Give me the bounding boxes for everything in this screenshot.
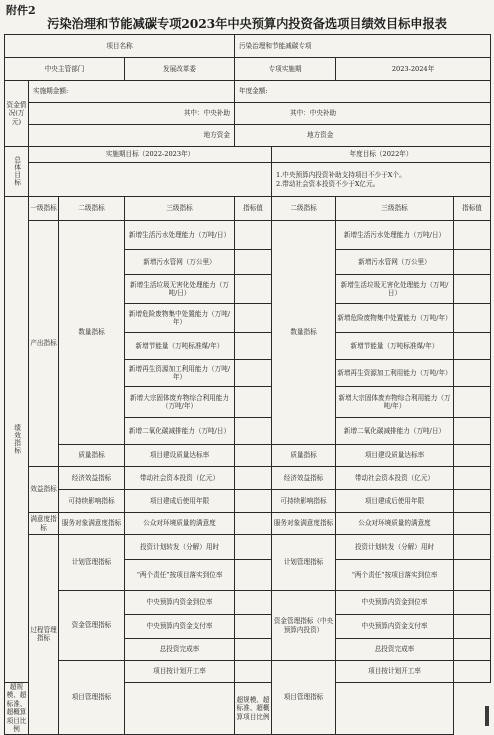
value-cell[interactable] (235, 591, 272, 615)
project-item: 超规模、超标准、超概算项目比例 (5, 683, 29, 735)
service-indicator-label-right: 服务对象满意度指标 (272, 513, 336, 535)
row-funds-total (5, 81, 491, 103)
value-cell[interactable] (235, 445, 272, 467)
quantity-item-right: 新增再生资源加工利用能力（万吨/年） (336, 360, 454, 387)
fund-item-right: 中央预算内资金到位率 (336, 591, 454, 615)
quality-item: 项目建设质量达标率 (125, 445, 235, 467)
col-level1: 一级指标 (29, 197, 59, 221)
funds-section-label: 资金情况(万元) (5, 81, 29, 147)
row-goals-content (5, 163, 491, 197)
project-item-right: 超规模、超标准、超概算项目比例 (235, 683, 272, 735)
satisfaction-indicator-label: 满意度指标 (29, 513, 59, 535)
economic-item: 带动社会资本投资（亿元） (125, 467, 235, 490)
project-indicator-label-right: 项目管理指标 (272, 661, 336, 735)
value-cell[interactable] (235, 304, 272, 333)
value-cell-right[interactable] (454, 445, 491, 467)
value-cell-right[interactable] (454, 661, 491, 683)
quality-item-right: 项目建设质量达标率 (336, 445, 454, 467)
row-perf-header (5, 197, 491, 221)
value-cell[interactable] (235, 513, 272, 535)
quantity-indicator-label-right: 数量指标 (272, 221, 336, 445)
value-cell-right[interactable] (454, 490, 491, 513)
fund-indicator-label-right: 资金管理指标（中央预算内投资） (272, 591, 336, 661)
sustain-indicator-label: 可持续影响指标 (59, 490, 125, 513)
col-level2-right: 二级指标 (272, 197, 336, 221)
department-value: 发展改革委 (125, 58, 235, 81)
quantity-item: 新增大宗固体废弃物综合利用能力（万吨/年） (125, 387, 235, 418)
value-cell-right[interactable] (454, 513, 491, 535)
value-cell-right[interactable] (454, 615, 491, 639)
value-cell[interactable] (235, 275, 272, 304)
row-funds-central (5, 103, 491, 125)
row-project-name (5, 35, 491, 58)
attachment-label: 附件2 (6, 4, 36, 17)
year-amount-label: 年度金额: (235, 81, 491, 103)
period-goal-label: 实施期目标（2022-2023年） (29, 147, 272, 163)
performance-target-table (4, 34, 491, 735)
project-name-value: 污染治理和节能减碳专项 (235, 35, 491, 58)
plan-item-right: “两个责任”按项目落实到位率 (336, 560, 454, 591)
fund-indicator-label: 资金管理指标 (59, 591, 125, 661)
fund-item: 中央预算内资金支付率 (125, 615, 235, 639)
year-goal-item: 2.带动社会资本投资不少于X亿元。 (276, 179, 380, 188)
value-cell[interactable] (235, 221, 272, 250)
col-level2: 二级指标 (59, 197, 125, 221)
project-name-label: 项目名称 (5, 35, 235, 58)
quantity-item: 新增节能量（万吨标准煤/年） (125, 333, 235, 360)
value-cell[interactable] (235, 639, 272, 661)
value-cell-right[interactable] (454, 304, 491, 333)
plan-item-right: 投资计划转发（分解）用时 (336, 535, 454, 560)
value-cell[interactable] (235, 360, 272, 387)
year-goal-label: 年度目标（2022年） (272, 147, 491, 163)
period-amount-label: 实施期金额: (29, 81, 235, 103)
quantity-item-right: 新增二氧化碳减排能力（万吨/日） (336, 418, 454, 445)
table-row (5, 445, 491, 467)
plan-item: 投资计划转发（分解）用时 (125, 535, 235, 560)
quality-indicator-label-right: 质量指标 (272, 445, 336, 467)
col-value-right: 指标值 (454, 197, 491, 221)
value-cell-right[interactable] (454, 639, 491, 661)
quantity-item: 新增危险废物集中处置能力（万吨/年） (125, 304, 235, 333)
value-cell-right[interactable] (454, 467, 491, 490)
value-cell-right[interactable] (454, 333, 491, 360)
quantity-item: 新增二氧化碳减排能力（万吨/日） (125, 418, 235, 445)
value-cell[interactable] (235, 490, 272, 513)
value-cell-right[interactable] (454, 275, 491, 304)
quantity-item-right: 新增危险废物集中处置能力（万吨/年） (336, 304, 454, 333)
quantity-indicator-label: 数量指标 (59, 221, 125, 445)
value-cell-right[interactable] (454, 418, 491, 445)
economic-indicator-label-right: 经济效益指标 (272, 467, 336, 490)
row-department (5, 58, 491, 81)
table-row (5, 467, 491, 490)
period-label: 专项实施期 (235, 58, 336, 81)
sustain-indicator-label-right: 可持续影响指标 (272, 490, 336, 513)
year-goal-content (272, 163, 491, 197)
page-title: 污染治理和节能减碳专项2023年中央预算内投资备选项目绩效目标申报表 (47, 16, 447, 31)
sustain-item-right: 项目建成后使用年限 (336, 490, 454, 513)
value-cell[interactable] (125, 683, 235, 735)
col-value: 指标值 (235, 197, 272, 221)
value-cell-right[interactable] (454, 360, 491, 387)
table-row (5, 513, 491, 535)
fund-item-right: 中央预算内资金支付率 (336, 615, 454, 639)
project-item-right: 项目按计划开工率 (336, 661, 454, 683)
col-level3: 三级指标 (125, 197, 235, 221)
service-item: 公众对环境质量的满意度 (125, 513, 235, 535)
row-goals-header (5, 147, 491, 163)
year-goal-item: 1.中央预算内投资补助支持项目不少于X个。 (276, 171, 406, 180)
table-row (5, 661, 491, 683)
year-local-label: 地方资金 (235, 125, 491, 147)
sustain-item: 项目建成后使用年限 (125, 490, 235, 513)
process-indicator-label: 过程管理指标 (29, 535, 59, 735)
economic-item-right: 带动社会资本投资（亿元） (336, 467, 454, 490)
project-item: 项目按计划开工率 (125, 661, 235, 683)
value-cell-right[interactable] (454, 591, 491, 615)
binding-mark-icon (482, 706, 492, 726)
output-indicator-label: 产出指标 (29, 221, 59, 467)
value-cell-right[interactable] (454, 535, 491, 560)
quantity-item-right: 新增生活垃圾无害化处理能力（万吨/日） (336, 275, 454, 304)
plan-indicator-label: 计划管理指标 (59, 535, 125, 591)
period-local-label: 地方资金 (29, 125, 235, 147)
value-cell[interactable] (235, 535, 272, 560)
row-funds-local (5, 125, 491, 147)
value-cell-right[interactable] (454, 221, 491, 250)
quantity-item-right: 新增大宗固体废弃物综合利用能力（万吨/年） (336, 387, 454, 418)
quantity-item-right: 新增污水管网（万公里） (336, 250, 454, 275)
period-goal-content (29, 163, 272, 197)
goals-section-label: 总体目标 (5, 147, 29, 197)
quantity-item-right: 新增生活污水处理能力（万吨/日） (336, 221, 454, 250)
col-level3-right: 三级指标 (336, 197, 454, 221)
value-cell-right[interactable] (454, 560, 491, 591)
service-item-right: 公众对环境质量的满意度 (336, 513, 454, 535)
quantity-item: 新增生活垃圾无害化处理能力（万吨/日） (125, 275, 235, 304)
value-cell-right[interactable] (454, 250, 491, 275)
quality-indicator-label: 质量指标 (59, 445, 125, 467)
quantity-item-right: 新增节能量（万吨标准煤/年） (336, 333, 454, 360)
value-cell[interactable] (235, 333, 272, 360)
value-cell-right[interactable] (336, 683, 454, 735)
service-indicator-label: 服务对象满意度指标 (59, 513, 125, 535)
plan-item: “两个责任”按项目落实到位率 (125, 560, 235, 591)
plan-indicator-label-right: 计划管理指标 (272, 535, 336, 591)
table-row (5, 535, 491, 560)
value-cell[interactable] (235, 250, 272, 275)
quantity-item: 新增生活污水处理能力（万吨/日） (125, 221, 235, 250)
value-cell[interactable] (235, 418, 272, 445)
project-indicator-label: 项目管理指标 (59, 661, 125, 735)
fund-item: 中央预算内资金到位率 (125, 591, 235, 615)
value-cell[interactable] (235, 615, 272, 639)
table-row (5, 591, 491, 615)
value-cell[interactable] (235, 387, 272, 418)
value-cell[interactable] (235, 560, 272, 591)
fund-item: 总投资完成率 (125, 639, 235, 661)
benefit-indicator-label: 效益指标 (29, 467, 59, 513)
period-value: 2023-2024年 (336, 58, 491, 81)
quantity-item: 新增污水管网（万公里） (125, 250, 235, 275)
quantity-item: 新增再生资源加工利用能力（万吨/年） (125, 360, 235, 387)
value-cell-right[interactable] (454, 387, 491, 418)
economic-indicator-label: 经济效益指标 (59, 467, 125, 490)
period-central-label: 其中：中央补助 (29, 103, 235, 125)
department-label: 中央主管部门 (5, 58, 125, 81)
year-central-label: 其中：中央补助 (235, 103, 491, 125)
perf-section-label: 绩效指标 (5, 197, 29, 683)
value-cell[interactable] (235, 467, 272, 490)
table-row (5, 221, 491, 250)
fund-item-right: 总投资完成率 (336, 639, 454, 661)
value-cell[interactable] (235, 661, 272, 683)
table-row (5, 490, 491, 513)
